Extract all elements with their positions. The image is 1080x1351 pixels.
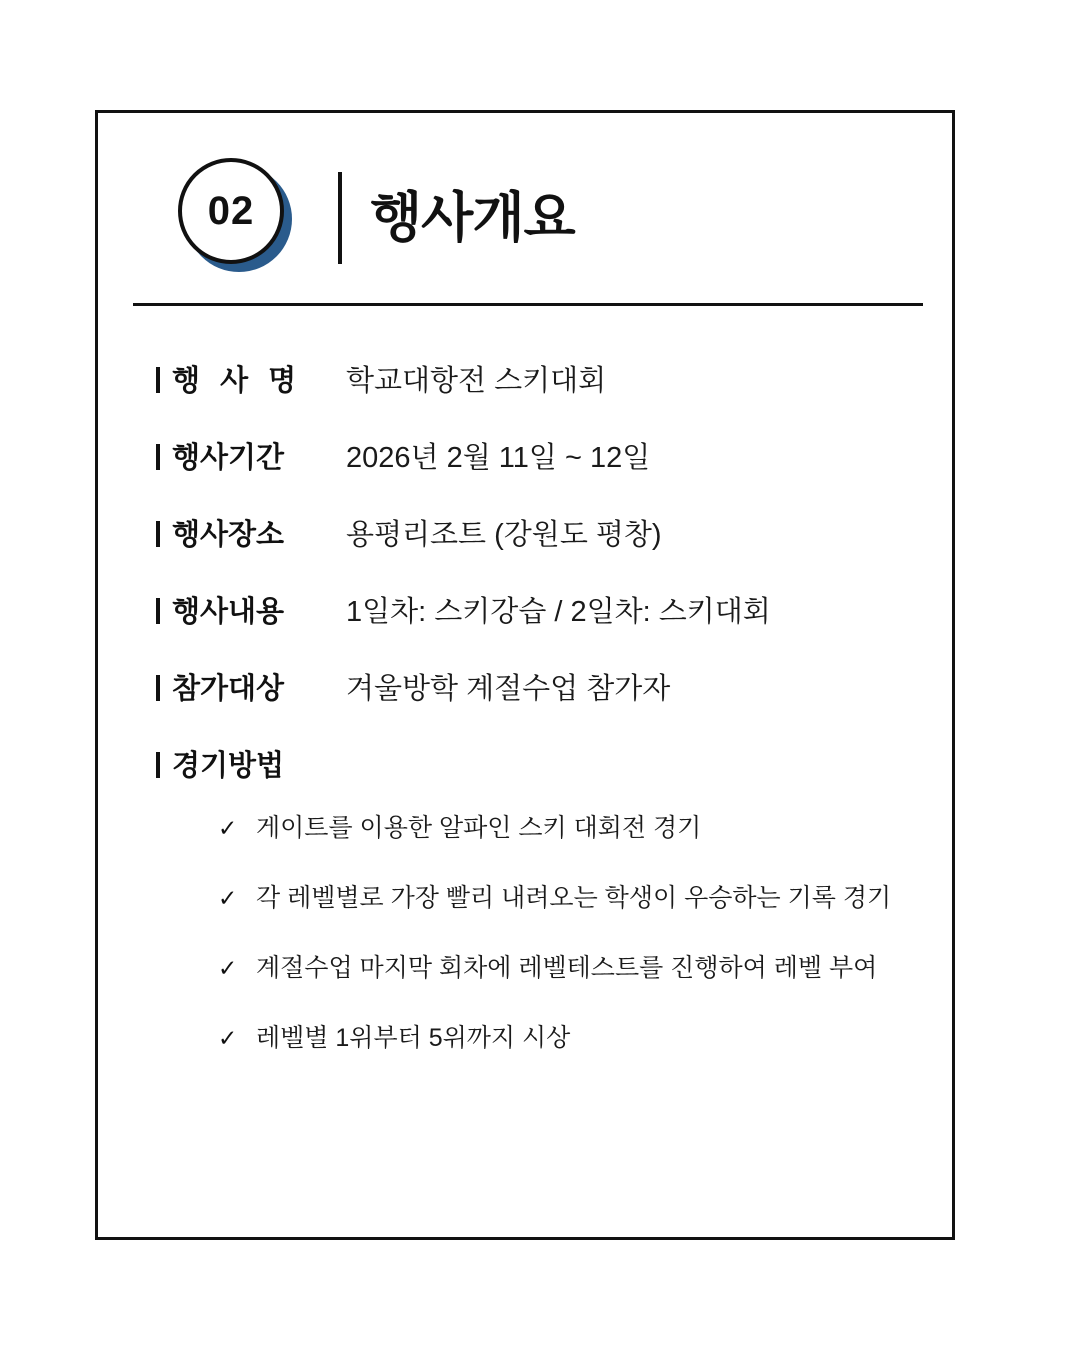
list-item-text: 계절수업 마지막 회차에 레벨테스트를 진행하여 레벨 부여: [256, 954, 878, 982]
info-row-value: 학교대항전 스키대회: [346, 365, 607, 397]
badge-circle: [178, 158, 284, 264]
header-rule: [133, 303, 923, 306]
info-row-label: [156, 358, 346, 399]
label-text: 행 사 명: [172, 365, 303, 397]
method-label: [156, 743, 346, 784]
label-bar-icon: [156, 675, 160, 701]
label-bar-icon: [156, 752, 160, 778]
page-title: 행사개요: [370, 188, 575, 248]
info-row: [156, 589, 916, 630]
label-bar-icon: [156, 367, 160, 393]
info-row: [156, 666, 916, 707]
info-row-label: [156, 666, 346, 707]
slide-header: [178, 158, 575, 278]
section-number-badge: [178, 158, 298, 278]
info-row-value: 1일차: 스키강습 / 2일차: 스키대회: [346, 596, 771, 628]
list-item-text: 각 레벨별로 가장 빨리 내려오는 학생이 우승하는 기록 경기: [256, 884, 892, 912]
list-item: [218, 1018, 916, 1054]
label-text: 경기방법: [172, 750, 285, 782]
check-icon: ✓: [218, 885, 238, 911]
label-text: 행사기간: [172, 442, 285, 474]
check-icon: ✓: [218, 815, 238, 841]
info-row: [156, 512, 916, 553]
label-text: 행사장소: [172, 519, 285, 551]
list-item: [218, 878, 916, 914]
info-row-value: 2026년 2월 11일 ~ 12일: [346, 442, 651, 474]
method-heading-row: [156, 743, 916, 784]
info-row: [156, 435, 916, 476]
info-row-label: [156, 435, 346, 476]
list-item: [218, 948, 916, 984]
label-text: 참가대상: [172, 673, 285, 705]
slide-frame: [95, 110, 955, 1240]
info-list: [156, 358, 916, 1054]
check-icon: ✓: [218, 1025, 238, 1051]
list-item: [218, 808, 916, 844]
info-row-label: [156, 512, 346, 553]
info-row-value: 용평리조트 (강원도 평창): [346, 519, 662, 551]
info-row-label: [156, 589, 346, 630]
info-row: [156, 358, 916, 399]
list-item-text: 레벨별 1위부터 5위까지 시상: [256, 1024, 571, 1052]
check-icon: ✓: [218, 955, 238, 981]
label-text: 행사내용: [172, 596, 285, 628]
label-bar-icon: [156, 598, 160, 624]
badge-number-text: 02: [207, 189, 255, 233]
label-bar-icon: [156, 444, 160, 470]
info-row-value: 겨울방학 계절수업 참가자: [346, 673, 671, 705]
method-checklist: [218, 808, 916, 1054]
label-bar-icon: [156, 521, 160, 547]
title-divider: [338, 172, 342, 264]
list-item-text: 게이트를 이용한 알파인 스키 대회전 경기: [256, 814, 702, 842]
